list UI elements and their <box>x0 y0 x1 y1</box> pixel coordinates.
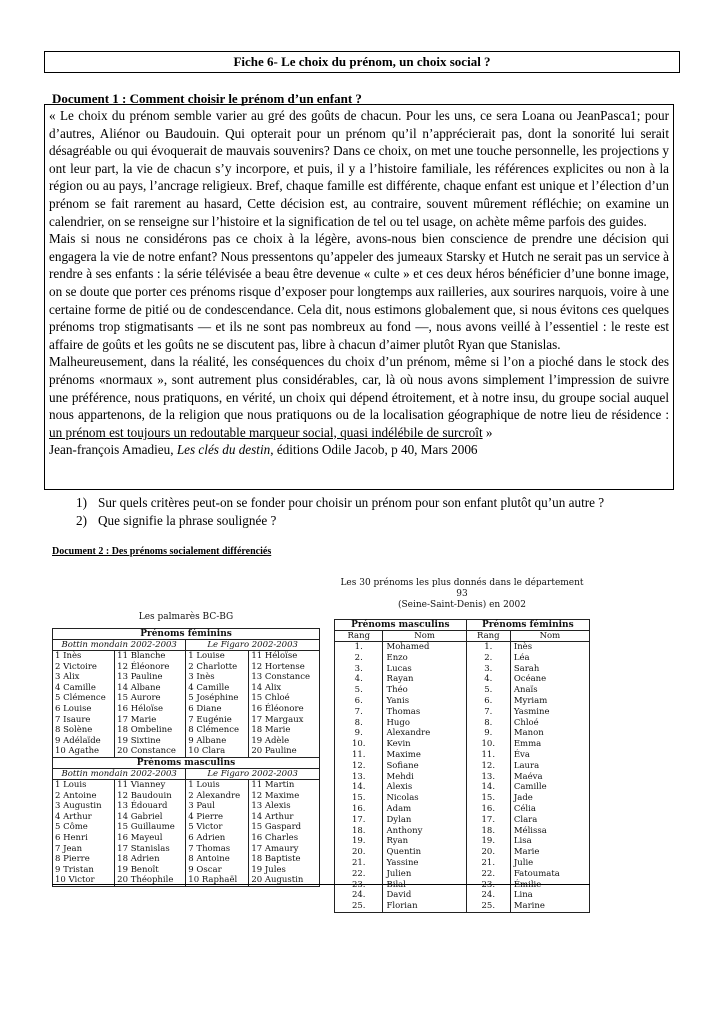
feminine-names-header: Prénoms féminins <box>53 629 320 640</box>
question-text: Sur quels critères peut-on se fonder pour choisir un prénom pour son enfant plutôt qu’un autre ? <box>98 495 605 510</box>
question-2 <box>76 512 604 530</box>
year-label: 2002-2003 <box>251 640 298 650</box>
figaro-fem-list-1: 1 Louise 2 Charlotte 3 Inès 4 Camille 5 Joséphine 6 Diane 7 Eugénie 8 Clémence 9 Albane 10 Clara <box>186 651 249 758</box>
rank-column-header: Rang <box>335 631 383 642</box>
ssd-title-line-1: Les 30 prénoms les plus donnés dans le département 93 <box>340 578 584 599</box>
year-label: 2002-2003 <box>251 768 298 779</box>
figaro-masc-list-2: 11 Martin 12 Maxime 13 Alexis 14 Arthur 15 Gaspard 16 Charles 17 Amaury 18 Baptiste 19 Jules 20 Augustin <box>249 779 320 886</box>
masc-name-list: Mohamed Enzo Lucas Rayan Théo Yanis Thomas Hugo Alexandre Kevin Maxime Sofiane Mehdi Alexis Nicolas Adam Dylan Anthony Ryan Quentin Yassine Julien Bilal David Florian <box>383 642 466 913</box>
bottin-label: Bottin mondain <box>61 640 128 650</box>
bottin-fem-list-1: 1 Inès 2 Victoire 3 Alix 4 Camille 5 Clémence 6 Louise 7 Isaure 8 Solène 9 Adélaïde 10 Agathe <box>53 651 115 758</box>
fem-rank-list: 1. 2. 3. 4. 5. 6. 7. 8. 9. 10. 11. 12. 13. 14. 15. 16. 17. 18. 19. 20. 21. 22. 23. 24. 25. <box>466 642 510 913</box>
bottin-masc-list-1: 1 Louis 2 Antoine 3 Augustin 4 Arthur 5 Côme 6 Henri 7 Jean 8 Pierre 9 Tristan 10 Victor <box>53 779 115 886</box>
underlined-sentence: un prénom est toujours un redoutable marqueur social, quasi indélébile de surcroît <box>49 424 483 440</box>
ssd-table <box>334 619 590 913</box>
bottin-label: Bottin mondain <box>61 768 128 779</box>
document2-heading: Document 2 : Des prénoms socialement différenciés <box>52 546 272 557</box>
document1-source <box>49 441 669 459</box>
image-bottom-rule <box>52 884 590 885</box>
document1-paragraph-2: Mais si nous ne considérons pas ce choix à la légère, avons-nous bien conscience de prendre une décision qui engagera la vie de notre enfant? Nous pressentons qu’appeler des jumeaux Starsky et Hutch ne serait pas un service à rendre à ses enfants : la série télévisée a beau être devenue « culte » et ces deux héros bénéficier d’une bonne image, on se doute que porter ces prénoms risque d’exposer pour longtemps aux railleries, aux sourires narquois, voire à une certaine forme de pitié ou de condescendance. Cela dit, nous estimons globalement que, si nous évitons ces quelques prénoms trop stigmatisants — et ils ne sont pas nombreux au fond —, nous avons veillé à l’essentiel : le reste est affaire de goûts et les goûts ne se discutent pas, libre à chacun d’aimer plutôt Ryan que Stanislas. <box>49 231 669 352</box>
document1-heading: Document 1 : Comment choisir le prénom d’un enfant ? <box>52 91 362 106</box>
question-number: 1) <box>76 495 87 510</box>
bottin-masc-list-2: 11 Vianney 12 Baudouin 13 Édouard 14 Gabriel 15 Guillaume 16 Mayeul 17 Stanislas 18 Adrien 19 Benoît 20 Théophile <box>115 779 186 886</box>
year-label: 2002-2003 <box>130 640 177 650</box>
question-number: 2) <box>76 513 87 528</box>
figaro-fem-column-header <box>186 640 320 651</box>
page-title: Fiche 6- Le choix du prénom, un choix social ? <box>44 51 680 73</box>
question-text: Que signifie la phrase soulignée ? <box>98 513 277 528</box>
figaro-fem-list-2: 11 Héloïse 12 Hortense 13 Constance 14 Alix 15 Chloé 16 Éléonore 17 Margaux 18 Marie 19 Adèle 20 Pauline <box>249 651 320 758</box>
name-column-header: Nom <box>383 631 466 642</box>
name-column-header: Nom <box>510 631 589 642</box>
masculine-names-header: Prénoms masculins <box>53 757 320 768</box>
figaro-masc-list-1: 1 Louis 2 Alexandre 3 Paul 4 Pierre 5 Victor 6 Adrien 7 Thomas 8 Antoine 9 Oscar 10 Raphaël <box>186 779 249 886</box>
paragraph-3-end: » <box>482 424 493 440</box>
masc-rank-list: 1. 2. 3. 4. 5. 6. 7. 8. 9. 10. 11. 12. 13. 14. 15. 16. 17. 18. 19. 20. 21. 22. 23. 24. 25. <box>335 642 383 913</box>
figaro-label: Le Figaro <box>207 640 250 650</box>
document1-paragraph-3 <box>49 353 669 441</box>
bottin-masc-column-header <box>53 768 186 779</box>
year-label: 2002-2003 <box>130 768 177 779</box>
figaro-masc-column-header <box>186 768 320 779</box>
figaro-label: Le Figaro <box>207 768 250 779</box>
ssd-masculine-header: Prénoms masculins <box>335 620 467 631</box>
bcbg-table-title: Les palmarès BC-BG <box>138 612 234 622</box>
source-publisher: , éditions Odile Jacob, p 40, Mars 2006 <box>270 442 478 458</box>
source-book-title: Les clés du destin <box>176 442 271 458</box>
questions-list <box>76 494 604 530</box>
bottin-fem-column-header <box>53 640 186 651</box>
seine-saint-denis-names-table <box>334 578 590 913</box>
bcbg-names-table <box>52 612 320 887</box>
document1-paragraph-1: « Le choix du prénom semble varier au gré des goûts de chacun. Pour les uns, ce sera Loana ou JeanPasca1; pour d’autres, Aliénor ou Baudouin. Qui opterait pour un prénom qu’il n’apprécierait pas, dont la sonorité lui serait désagréable ou qui évoquerait de mauvais souvenirs? Dans ce choix, on met une touche personnelle, les projections y ont leur part, la vie de chacun s’y incorpore, et puis, il y a l’histoire familiale, les références explicites ou non à la région ou au pays, l’ancrage religieux. Bref, chaque famille est différente, chaque enfant est unique et l’élection d’un prénom se fait rarement au hasard, Cette décision est, au contraire, souvent mûrement réfléchie; on examine un calendrier, on se renseigne sur l’histoire et la signification de tel ou tel usage, on achète même parfois des guides. <box>49 108 669 229</box>
question-1 <box>76 494 604 512</box>
bcbg-table <box>52 628 320 887</box>
ssd-feminine-header: Prénoms féminins <box>466 620 589 631</box>
bottin-fem-list-2: 11 Blanche 12 Éléonore 13 Pauline 14 Albane 15 Aurore 16 Héloïse 17 Marie 18 Ombeline 19 Sixtine 20 Constance <box>115 651 186 758</box>
rank-column-header: Rang <box>466 631 510 642</box>
ssd-title-line-2: (Seine-Saint-Denis) en 2002 <box>397 600 526 610</box>
source-author: Jean-françois Amadieu, <box>49 442 177 458</box>
ssd-table-title <box>334 578 590 611</box>
paragraph-3-start: Malheureusement, dans la réalité, les conséquences du choix d’un prénom, même si l’on a pioché dans le stock des prénoms «normaux », sont autrement plus considérables, car, là où nous avons simplement l’impression de suivre une préférence, nous pratiquons, en vérité, un choix qui dépend étroitement, et à notre insu, du groupe social auquel nous appartenons, de la religion que nous pratiquons ou de la localisation géographique de notre lieu de résidence : <box>49 354 669 423</box>
fem-name-list: Inès Léa Sarah Océane Anaïs Myriam Yasmine Chloé Manon Emma Éva Laura Maéva Camille Jade Célia Clara Mélissa Lisa Marie Julie Fatoumata Émilie Lina Marine <box>510 642 589 913</box>
document1-text-box <box>44 104 674 490</box>
